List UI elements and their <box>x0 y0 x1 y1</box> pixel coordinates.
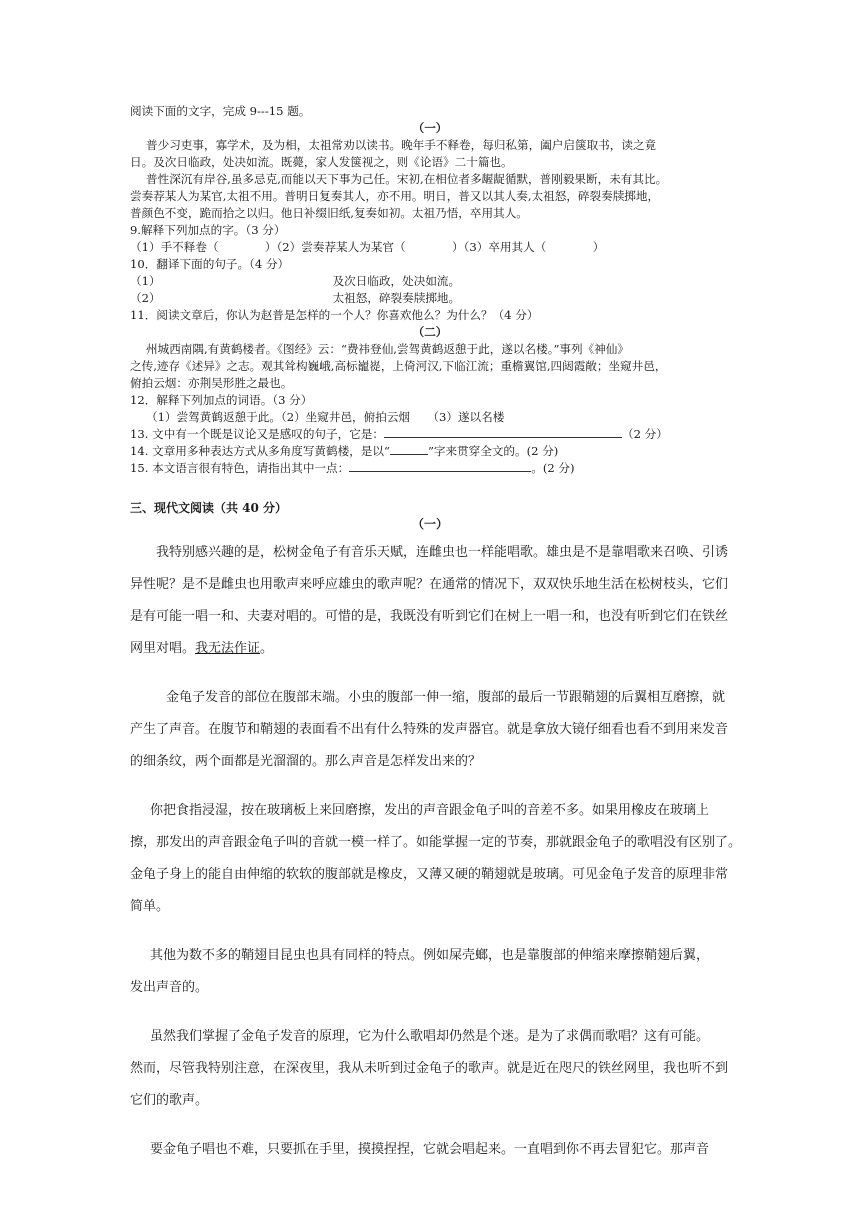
paragraph-line: 然而，尽管我特别注意，在深夜里，我从未听到过金龟子的歌声。就是近在咫尺的铁丝网里，我也听不到 <box>130 1061 729 1076</box>
answer-blank[interactable] <box>390 443 428 455</box>
paragraph-line: 它们的歌声。 <box>130 1093 209 1108</box>
passage2-line: 之传,迹存《述异》之志。观其耸构巍峨,高标巃嵸，上倚河汉,下临江流；重檐翼馆,四闼霞敞；坐窥井邑， <box>130 359 667 373</box>
passage1-line: 普少习吏事，寡学术，及为相，太祖常劝以读书。晚年手不释卷，每归私第，阖户启箧取书，读之竟 <box>146 138 657 152</box>
question-9-items: （1）手不释卷（ ）（2）尝奏荐某人为某官（ ）（3）卒用其人（ ） <box>130 240 605 254</box>
paragraph-line: 其他为数不多的鞘翅目昆虫也具有同样的特点。例如屎壳螂，也是靠腹部的伸缩来摩擦鞘翅后翼， <box>150 948 710 963</box>
reading-instruction: 阅读下面的文字，完成 9---15 题。 <box>130 104 311 118</box>
question-11: 11．阅读文章后，你认为赵普是怎样的一个人？你喜欢他么？为什么？（4 分） <box>130 308 539 322</box>
passage2-line: 俯拍云烟：亦荆吴形胜之最也。 <box>130 376 293 390</box>
paragraph-line: 金龟子发音的部位在腹部末端。小虫的腹部一伸一缩，腹部的最后一节跟鞘翅的后翼相互磨擦，就 <box>166 690 726 705</box>
passage1-line: 日。及次日临政，处决如流。既薨，家人发箧视之，则《论语》二十篇也。 <box>130 155 513 169</box>
modern-text-passage <box>130 537 740 1166</box>
paragraph-line: 金龟子身上的能自由伸缩的软软的腹部就是橡皮，又薄又硬的鞘翅就是玻璃。可见金龟子发音的原理非常 <box>130 867 729 882</box>
paragraph-line: 网里对唱。我无法作证。 <box>130 641 274 656</box>
item-number: （1） <box>130 274 161 288</box>
question-10-item-2 <box>130 290 730 307</box>
paragraph-line: 我特别感兴趣的是，松树金龟子有音乐天赋，连雌虫也一样能唱歌。雄虫是不是靠唱歌来召唤、引诱 <box>156 545 729 560</box>
classical-chinese-section <box>130 103 730 477</box>
passage2-line: 州城西南隅,有黄鹤楼者。《图经》云：“费祎登仙,尝驾黄鹤返憩于此，遂以名楼。”事列《神仙》 <box>146 342 629 356</box>
passage1-line: 普颜色不变，跪而拾之以归。他日补缀旧纸,复奏如初。太祖乃悟，卒用其人。 <box>130 206 528 220</box>
answer-blank[interactable] <box>349 460 531 472</box>
paragraph-line: 的细条纹，两个面都是光溜溜的。那么声音是怎样发出来的？ <box>130 754 482 769</box>
question-10: 10．翻译下面的句子。（4 分） <box>130 257 290 271</box>
question-12: 12．解释下列加点的词语。（3 分） <box>130 393 313 407</box>
question-10-item-1 <box>130 273 730 290</box>
passage1-line: 普性深沉有岸谷,虽多忌克,而能以天下事为己任。宋初,在相位者多龌龊循默，普刚毅果断，未有其比。 <box>146 172 668 186</box>
paragraph-line: 虽然我们掌握了金龟子发音的原理，它为什么歌唱却仍然是个迷。是为了求偶而歌唱？这有可能。 <box>150 1029 710 1044</box>
item-number: （2） <box>130 291 161 305</box>
paragraph-line: 要金龟子唱也不难，只要抓在手里，摸摸捏捏，它就会唱起来。一直唱到你不再去冒犯它。那声音 <box>150 1142 710 1157</box>
paragraph-line: 你把食指浸湿，按在玻璃板上来回磨擦，发出的声音跟金龟子叫的音差不多。如果用橡皮在玻璃上 <box>150 803 710 818</box>
paragraph-line: 是有可能一唱一和、夫妻对唱的。可惜的是，我既没有听到它们在树上一唱一和，也没有听到它们在铁丝 <box>130 609 729 624</box>
question-14: 14. 文章用多种表达方式从多角度写黄鹤楼，是以“ ”字来贯穿全文的。(2 分) <box>130 444 559 458</box>
underlined-sentence: 我无法作证 <box>195 641 261 656</box>
question-12-items: （1）尝驾黄鹤返憩于此。（2）坐窥井邑，俯拍云烟 （3）遂以名楼 <box>146 410 505 424</box>
question-15: 15. 本文语言很有特色，请指出其中一点： 。(2 分) <box>130 461 575 475</box>
section3-heading: （一） <box>411 517 448 531</box>
translate-sentence: 太祖怒，碎裂奏牍掷地。 <box>332 291 461 305</box>
answer-blank[interactable] <box>384 426 622 438</box>
passage1-line: 尝奏荐某人为某官,太祖不用。普明日复奏其人，亦不用。明日，普又以其人奏,太祖怒，碎裂奏牍掷地， <box>130 189 660 203</box>
paragraph-line: 擦，那发出的声音跟金龟子叫的音就一模一样了。如能掌握一定的节奏，那就跟金龟子的歌唱没有区别了。 <box>130 835 742 850</box>
question-13: 13. 文中有一个既是议论又是感叹的句子，它是： （2 分） <box>130 427 668 441</box>
paragraph-line: 异性呢？是不是雌虫也用歌声来呼应雄虫的歌声呢？在通常的情况下，双双快乐地生活在松树枝头，它们 <box>130 577 729 592</box>
section3-title: 三、现代文阅读（共 40 分） <box>130 501 288 515</box>
part2-heading: （二） <box>412 325 448 339</box>
paragraph-line: 产生了声音。在腹节和鞘翅的表面看不出有什么特殊的发声器官。就是拿放大镜仔细看也看不到用来发音 <box>130 722 729 737</box>
paragraph-line: 简单。 <box>130 899 170 914</box>
paragraph-line: 发出声音的。 <box>130 980 209 995</box>
translate-sentence: 及次日临政，处决如流。 <box>332 274 461 288</box>
question-9: 9.解释下列加点的字。（3 分） <box>130 223 286 237</box>
part1-heading: （一） <box>412 121 448 135</box>
